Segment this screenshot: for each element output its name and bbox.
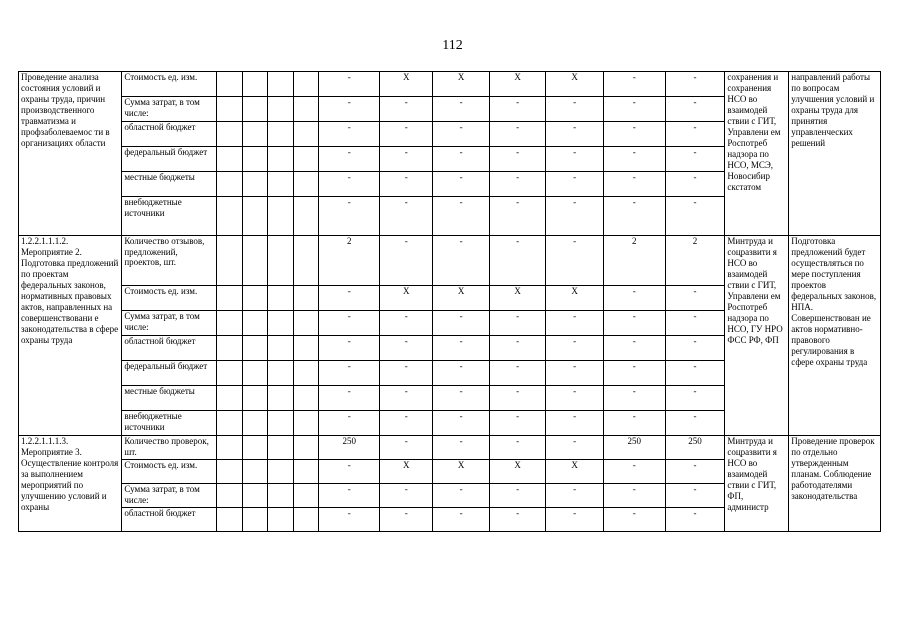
executor-cell: Минтруда и соцразвити я НСО во взаимодей ствии с ГИТ, ФП, администр xyxy=(725,436,789,532)
value-cell: - xyxy=(433,197,489,236)
empty-cell xyxy=(242,508,268,532)
empty-cell xyxy=(293,197,319,236)
value-cell: - xyxy=(603,361,665,386)
value-cell: - xyxy=(665,460,725,484)
value-cell: - xyxy=(665,72,725,97)
value-cell: - xyxy=(665,336,725,361)
indicator-label-cell: областной бюджет xyxy=(122,336,217,361)
value-cell: 2 xyxy=(319,236,380,286)
value-cell: - xyxy=(433,311,489,336)
value-cell: - xyxy=(546,361,604,386)
empty-cell xyxy=(293,336,319,361)
value-cell: - xyxy=(546,386,604,411)
empty-cell xyxy=(242,336,268,361)
value-cell: - xyxy=(433,436,489,460)
indicator-label-cell: внебюджетные источники xyxy=(122,411,217,436)
indicator-label-cell: внебюджетные источники xyxy=(122,197,217,236)
indicator-label-cell: Сумма затрат, в том числе: xyxy=(122,311,217,336)
empty-cell xyxy=(268,172,294,197)
empty-cell xyxy=(268,411,294,436)
value-cell: - xyxy=(546,197,604,236)
measure-name-cell: 1.2.2.1.1.1.2. Мероприятие 2. Подготовка предложений по проектам федеральных законов, нормативных правовых актов, направленных на совершенствовани е законодательства в сфере охраны труда xyxy=(19,236,122,436)
program-table xyxy=(18,71,881,532)
value-cell: - xyxy=(319,286,380,311)
empty-cell xyxy=(293,236,319,286)
empty-cell xyxy=(242,460,268,484)
value-cell: - xyxy=(380,122,433,147)
empty-cell xyxy=(217,361,243,386)
expected-result-cell: Подготовка предложений будет осуществляться по мере поступления проектов федеральных законов, НПА. Совершенствован ие актов нормативно-правового регулирования в сфере охраны труда xyxy=(789,236,881,436)
empty-cell xyxy=(268,236,294,286)
value-cell: - xyxy=(546,147,604,172)
value-cell: 2 xyxy=(665,236,725,286)
value-cell: - xyxy=(489,361,545,386)
measure-name-cell: Проведение анализа состояния условий и охраны труда, причин производственного травматизма и профзаболеваемос ти в организациях области xyxy=(19,72,122,236)
value-cell: - xyxy=(603,172,665,197)
empty-cell xyxy=(293,286,319,311)
empty-cell xyxy=(268,122,294,147)
value-cell: Х xyxy=(489,460,545,484)
value-cell: - xyxy=(380,484,433,508)
empty-cell xyxy=(293,311,319,336)
empty-cell xyxy=(268,286,294,311)
value-cell: - xyxy=(489,386,545,411)
expected-result-cell: направлений работы по вопросам улучшения условий и охраны труда для принятия управленческих решений xyxy=(789,72,881,236)
expected-result-cell: Проведение проверок по отдельно утвержденным планам. Соблюдение работодателями законодательства xyxy=(789,436,881,532)
value-cell: - xyxy=(380,147,433,172)
value-cell: - xyxy=(319,122,380,147)
empty-cell xyxy=(217,72,243,97)
value-cell: - xyxy=(546,508,604,532)
value-cell: - xyxy=(665,386,725,411)
value-cell: - xyxy=(603,197,665,236)
value-cell: - xyxy=(665,197,725,236)
value-cell: - xyxy=(665,411,725,436)
value-cell: - xyxy=(489,97,545,122)
empty-cell xyxy=(242,122,268,147)
value-cell: - xyxy=(489,197,545,236)
indicator-label-cell: Стоимость ед. изм. xyxy=(122,460,217,484)
indicator-label-cell: областной бюджет xyxy=(122,122,217,147)
value-cell: - xyxy=(433,411,489,436)
value-cell: - xyxy=(489,336,545,361)
value-cell: - xyxy=(319,311,380,336)
value-cell: - xyxy=(489,122,545,147)
empty-cell xyxy=(217,436,243,460)
value-cell: - xyxy=(380,436,433,460)
value-cell: Х xyxy=(546,460,604,484)
indicator-label-cell: Стоимость ед. изм. xyxy=(122,72,217,97)
value-cell: - xyxy=(319,97,380,122)
value-cell: - xyxy=(319,361,380,386)
value-cell: - xyxy=(603,484,665,508)
empty-cell xyxy=(293,122,319,147)
value-cell: - xyxy=(489,147,545,172)
value-cell: - xyxy=(603,311,665,336)
value-cell: Х xyxy=(380,460,433,484)
value-cell: - xyxy=(489,411,545,436)
value-cell: - xyxy=(546,411,604,436)
value-cell: Х xyxy=(380,72,433,97)
empty-cell xyxy=(217,236,243,286)
empty-cell xyxy=(242,411,268,436)
empty-cell xyxy=(293,436,319,460)
value-cell: - xyxy=(380,336,433,361)
executor-cell: Минтруда и соцразвити я НСО во взаимодей ствии с ГИТ, Управлени ем Роспотреб надзора по НСО, ГУ НРО ФСС РФ, ФП xyxy=(725,236,789,436)
value-cell: - xyxy=(546,484,604,508)
value-cell: Х xyxy=(433,460,489,484)
empty-cell xyxy=(217,172,243,197)
value-cell: - xyxy=(380,97,433,122)
empty-cell xyxy=(268,97,294,122)
indicator-label-cell: Количество отзывов, предложений, проектов, шт. xyxy=(122,236,217,286)
value-cell: 2 xyxy=(603,236,665,286)
value-cell: - xyxy=(489,172,545,197)
value-cell: - xyxy=(319,508,380,532)
empty-cell xyxy=(242,361,268,386)
value-cell: - xyxy=(319,336,380,361)
empty-cell xyxy=(217,336,243,361)
value-cell: - xyxy=(665,361,725,386)
empty-cell xyxy=(268,484,294,508)
value-cell: - xyxy=(546,336,604,361)
value-cell: Х xyxy=(546,286,604,311)
value-cell: - xyxy=(433,386,489,411)
empty-cell xyxy=(268,311,294,336)
value-cell: - xyxy=(665,172,725,197)
value-cell: Х xyxy=(380,286,433,311)
indicator-label-cell: Сумма затрат, в том числе: xyxy=(122,97,217,122)
value-cell: - xyxy=(665,122,725,147)
value-cell: - xyxy=(603,336,665,361)
value-cell: - xyxy=(433,336,489,361)
value-cell: - xyxy=(380,172,433,197)
value-cell: - xyxy=(603,147,665,172)
table-row xyxy=(19,72,881,97)
value-cell: - xyxy=(319,460,380,484)
empty-cell xyxy=(242,436,268,460)
indicator-label-cell: федеральный бюджет xyxy=(122,147,217,172)
value-cell: Х xyxy=(489,286,545,311)
value-cell: - xyxy=(319,172,380,197)
value-cell: - xyxy=(380,197,433,236)
value-cell: - xyxy=(433,147,489,172)
empty-cell xyxy=(293,97,319,122)
empty-cell xyxy=(242,286,268,311)
empty-cell xyxy=(268,147,294,172)
value-cell: - xyxy=(665,147,725,172)
empty-cell xyxy=(242,197,268,236)
empty-cell xyxy=(268,336,294,361)
value-cell: - xyxy=(489,508,545,532)
value-cell: - xyxy=(489,311,545,336)
value-cell: - xyxy=(546,97,604,122)
indicator-label-cell: федеральный бюджет xyxy=(122,361,217,386)
value-cell: - xyxy=(380,411,433,436)
value-cell: 250 xyxy=(665,436,725,460)
page-number: 112 xyxy=(442,38,463,53)
value-cell: - xyxy=(546,436,604,460)
empty-cell xyxy=(217,311,243,336)
empty-cell xyxy=(217,97,243,122)
value-cell: - xyxy=(319,411,380,436)
value-cell: - xyxy=(603,122,665,147)
value-cell: 250 xyxy=(319,436,380,460)
empty-cell xyxy=(242,172,268,197)
value-cell: - xyxy=(319,386,380,411)
value-cell: - xyxy=(665,286,725,311)
indicator-label-cell: Стоимость ед. изм. xyxy=(122,286,217,311)
empty-cell xyxy=(217,122,243,147)
value-cell: - xyxy=(665,97,725,122)
value-cell: - xyxy=(433,484,489,508)
empty-cell xyxy=(217,484,243,508)
value-cell: - xyxy=(319,147,380,172)
value-cell: - xyxy=(489,236,545,286)
empty-cell xyxy=(268,72,294,97)
empty-cell xyxy=(242,311,268,336)
empty-cell xyxy=(293,386,319,411)
value-cell: Х xyxy=(546,72,604,97)
indicator-label-cell: местные бюджеты xyxy=(122,172,217,197)
value-cell: - xyxy=(380,236,433,286)
value-cell: - xyxy=(433,172,489,197)
executor-cell: сохранения и сохранения НСО во взаимодей ствии с ГИТ, Управлени ем Роспотреб надзора по НСО, МСЭ, Новосибир скстатом xyxy=(725,72,789,236)
value-cell: - xyxy=(603,286,665,311)
value-cell: Х xyxy=(433,286,489,311)
empty-cell xyxy=(293,361,319,386)
value-cell: - xyxy=(489,484,545,508)
empty-cell xyxy=(217,197,243,236)
value-cell: - xyxy=(319,484,380,508)
indicator-label-cell: Сумма затрат, в том числе: xyxy=(122,484,217,508)
value-cell: - xyxy=(665,508,725,532)
value-cell: - xyxy=(433,236,489,286)
value-cell: - xyxy=(489,436,545,460)
empty-cell xyxy=(242,97,268,122)
measure-name-cell: 1.2.2.1.1.1.3. Мероприятие 3. Осуществление контроля за выполнением мероприятий по улучшению условий и охраны xyxy=(19,436,122,532)
empty-cell xyxy=(293,484,319,508)
empty-cell xyxy=(293,72,319,97)
indicator-label-cell: местные бюджеты xyxy=(122,386,217,411)
empty-cell xyxy=(293,508,319,532)
empty-cell xyxy=(217,286,243,311)
empty-cell xyxy=(293,411,319,436)
value-cell: - xyxy=(546,311,604,336)
table-row xyxy=(19,436,881,460)
value-cell: - xyxy=(603,508,665,532)
value-cell: Х xyxy=(489,72,545,97)
table-body xyxy=(19,72,881,532)
empty-cell xyxy=(242,386,268,411)
empty-cell xyxy=(217,460,243,484)
value-cell: Х xyxy=(433,72,489,97)
value-cell: - xyxy=(603,411,665,436)
empty-cell xyxy=(217,508,243,532)
empty-cell xyxy=(268,508,294,532)
value-cell: - xyxy=(603,97,665,122)
value-cell: - xyxy=(380,361,433,386)
value-cell: - xyxy=(603,386,665,411)
value-cell: - xyxy=(319,197,380,236)
empty-cell xyxy=(268,436,294,460)
empty-cell xyxy=(242,147,268,172)
value-cell: - xyxy=(380,508,433,532)
value-cell: - xyxy=(433,361,489,386)
value-cell: - xyxy=(603,72,665,97)
value-cell: - xyxy=(546,172,604,197)
empty-cell xyxy=(242,72,268,97)
empty-cell xyxy=(293,460,319,484)
value-cell: - xyxy=(380,386,433,411)
value-cell: - xyxy=(665,311,725,336)
empty-cell xyxy=(268,361,294,386)
empty-cell xyxy=(217,411,243,436)
empty-cell xyxy=(268,460,294,484)
table-row xyxy=(19,236,881,286)
empty-cell xyxy=(268,386,294,411)
value-cell: - xyxy=(546,122,604,147)
value-cell: - xyxy=(380,311,433,336)
value-cell: - xyxy=(319,72,380,97)
value-cell: - xyxy=(665,484,725,508)
empty-cell xyxy=(217,147,243,172)
value-cell: - xyxy=(603,460,665,484)
empty-cell xyxy=(242,484,268,508)
empty-cell xyxy=(293,147,319,172)
value-cell: - xyxy=(546,236,604,286)
indicator-label-cell: Количество проверок, шт. xyxy=(122,436,217,460)
value-cell: 250 xyxy=(603,436,665,460)
value-cell: - xyxy=(433,97,489,122)
empty-cell xyxy=(242,236,268,286)
indicator-label-cell: областной бюджет xyxy=(122,508,217,532)
empty-cell xyxy=(217,386,243,411)
value-cell: - xyxy=(433,508,489,532)
empty-cell xyxy=(268,197,294,236)
empty-cell xyxy=(293,172,319,197)
value-cell: - xyxy=(433,122,489,147)
